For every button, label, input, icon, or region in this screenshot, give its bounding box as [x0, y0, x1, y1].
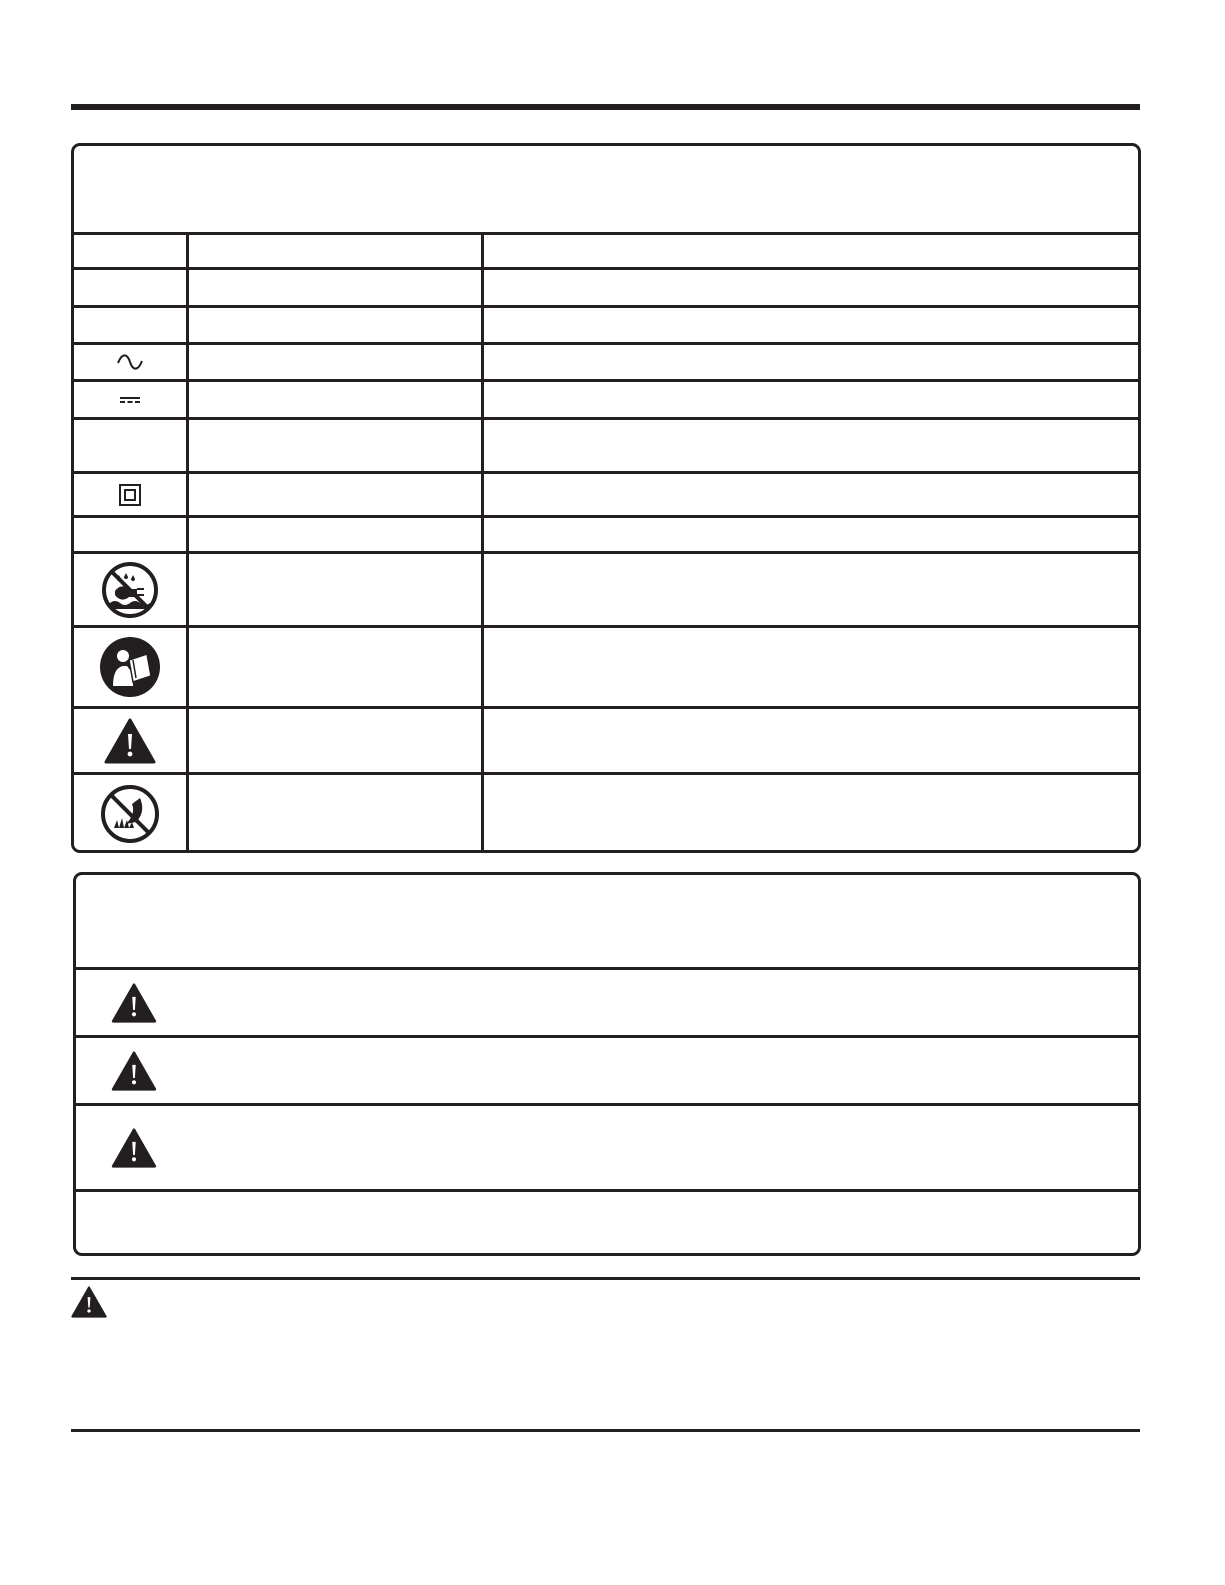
- symbol-cell: [74, 775, 189, 852]
- symbol-name: [189, 628, 484, 706]
- symbol-meaning: [484, 518, 1138, 551]
- symbol-name: [189, 518, 484, 551]
- table-row: [74, 709, 1138, 775]
- table-row: [74, 308, 1138, 345]
- symbol-cell: [74, 709, 189, 772]
- table-row: [74, 345, 1138, 382]
- symbol-name: [189, 345, 484, 379]
- class-ii-construction-icon: [119, 484, 141, 506]
- symbol-name: [189, 270, 484, 305]
- safety-alert-icon: [111, 1051, 157, 1091]
- symbol-meaning: [484, 382, 1138, 417]
- symbol-cell: [74, 382, 189, 417]
- symbol-name: [189, 235, 484, 267]
- symbol-name: [189, 474, 484, 515]
- warning-rule-bottom: [71, 1429, 1140, 1432]
- warning-rule-top: [71, 1277, 1140, 1280]
- symbol-name: [189, 382, 484, 417]
- symbol-meaning: [484, 270, 1138, 305]
- table-row: [74, 474, 1138, 518]
- symbol-meaning: [484, 345, 1138, 379]
- table-row: [74, 518, 1138, 554]
- symbol-cell: [74, 345, 189, 379]
- safety-alert-icon: [104, 718, 156, 764]
- table-row: [74, 554, 1138, 628]
- symbol-cell: [74, 235, 189, 267]
- no-wet-grass-icon: [100, 784, 160, 844]
- safety-alert-icon: [71, 1286, 107, 1318]
- table-row: [74, 628, 1138, 709]
- symbol-name: [189, 554, 484, 625]
- safety-alert-icon: [111, 1128, 157, 1168]
- symbol-cell: [74, 308, 189, 342]
- symbol-cell: [74, 628, 189, 706]
- alternating-current-icon: [116, 353, 144, 371]
- table-row: [74, 270, 1138, 308]
- table-row: [74, 382, 1138, 420]
- symbol-cell: [74, 518, 189, 551]
- symbol-name: [189, 420, 484, 471]
- symbol-name: [189, 308, 484, 342]
- signal-words-box: [73, 872, 1141, 1256]
- symbol-cell: [74, 420, 189, 471]
- symbol-cell: [74, 554, 189, 625]
- no-wet-conditions-icon: [101, 561, 159, 619]
- symbol-meaning: [484, 474, 1138, 515]
- table-row: [74, 235, 1138, 270]
- symbol-meaning: [484, 420, 1138, 471]
- safety-alert-icon: [111, 983, 157, 1023]
- symbol-meaning: [484, 628, 1138, 706]
- signal-words-heading: [76, 875, 1138, 970]
- symbol-meaning: [484, 308, 1138, 342]
- signal-words-footer: [76, 1192, 1138, 1252]
- symbol-name: [189, 775, 484, 852]
- symbols-table-box: [71, 143, 1141, 853]
- symbol-meaning: [484, 709, 1138, 772]
- symbol-cell: [74, 474, 189, 515]
- direct-current-icon: [120, 395, 140, 405]
- symbols-table: [74, 235, 1138, 852]
- read-manual-icon: [99, 636, 161, 698]
- table-row: [74, 420, 1138, 474]
- symbol-meaning: [484, 775, 1138, 852]
- signal-row-danger: [76, 970, 1138, 1038]
- symbol-meaning: [484, 554, 1138, 625]
- symbol-name: [189, 709, 484, 772]
- header-rule: [71, 104, 1140, 110]
- table-row: [74, 775, 1138, 852]
- symbol-meaning: [484, 235, 1138, 267]
- symbol-cell: [74, 270, 189, 305]
- signal-row-caution: [76, 1106, 1138, 1192]
- symbols-table-heading: [74, 146, 1138, 235]
- signal-row-warning: [76, 1038, 1138, 1106]
